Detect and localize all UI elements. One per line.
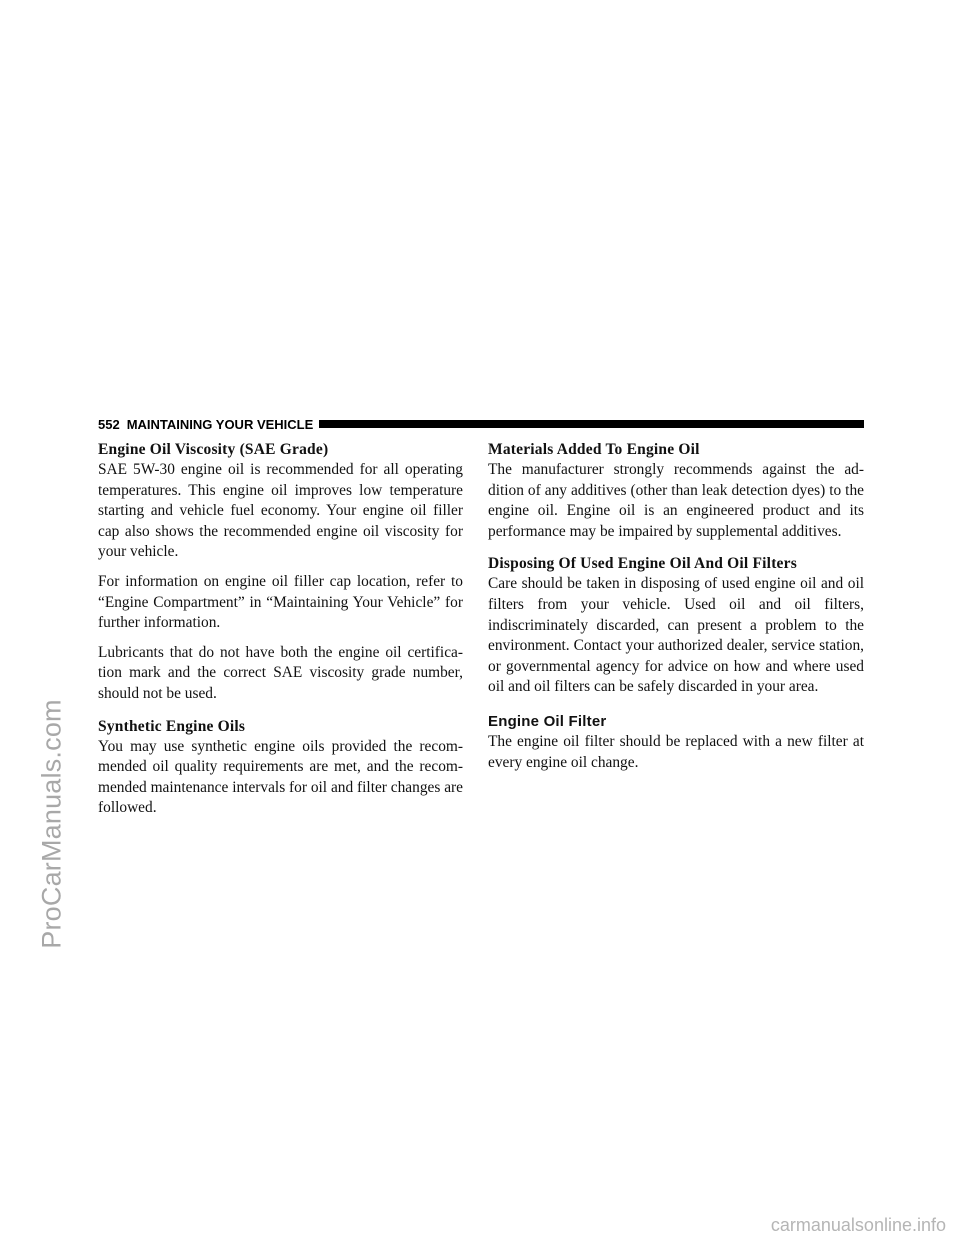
page-header xyxy=(98,414,864,434)
paragraph-synthetic-1: You may use synthetic engine oils provided the recom-mended oil quality requirements are met, and the recom-mended maintenance intervals for oil and filter changes are followed. xyxy=(98,737,463,817)
paragraph-viscosity-3: Lubricants that do not have both the engine oil certifica-tion mark and the correct SAE viscosity grade number, should not be used. xyxy=(98,643,463,702)
heading-materials: Materials Added To Engine Oil xyxy=(488,441,700,458)
heading-viscosity: Engine Oil Viscosity (SAE Grade) xyxy=(98,441,329,458)
header-rule xyxy=(319,420,864,428)
heading-oil-filter: Engine Oil Filter xyxy=(488,712,607,730)
paragraph-oil-filter-1: The engine oil filter should be replaced with a new filter at every engine oil change. xyxy=(488,732,864,771)
page-number: 552 xyxy=(98,416,120,432)
paragraph-viscosity-2: For information on engine oil filler cap location, refer to “Engine Compartment” in “Maintaining Your Vehicle” for further information. xyxy=(98,572,463,632)
side-watermark: ProCarManuals.com xyxy=(36,699,67,949)
heading-synthetic: Synthetic Engine Oils xyxy=(98,717,246,735)
footer-watermark: carmanualsonline.info xyxy=(770,1215,946,1235)
left-column xyxy=(98,440,463,828)
paragraph-materials-1: The manufacturer strongly recommends against the ad-dition of any additives (other than leak detection dyes) to the engine oil. Engine oil is an engineered product and its performance may be impaired by supplemental additives. xyxy=(488,461,864,540)
right-column xyxy=(488,440,864,782)
paragraph-viscosity-1: SAE 5W-30 engine oil is recommended for all operating temperatures. This engine oil improves low temperature starting and vehicle fuel economy. Your engine oil filler cap also shows the recommended engine oil viscosity for your vehicle. xyxy=(98,461,463,561)
section-title: MAINTAINING YOUR VEHICLE xyxy=(126,416,314,432)
heading-disposing: Disposing Of Used Engine Oil And Oil Filters xyxy=(488,555,797,573)
paragraph-disposing-1: Care should be taken in disposing of used engine oil and oil filters from your vehicle. Used oil and oil filters, indiscriminately discarded, can present a problem to the environment. Contact your authorized dealer, service station, or governmental agency for advice on how and where used oil and oil filters can be safely discarded in your area. xyxy=(488,575,864,696)
